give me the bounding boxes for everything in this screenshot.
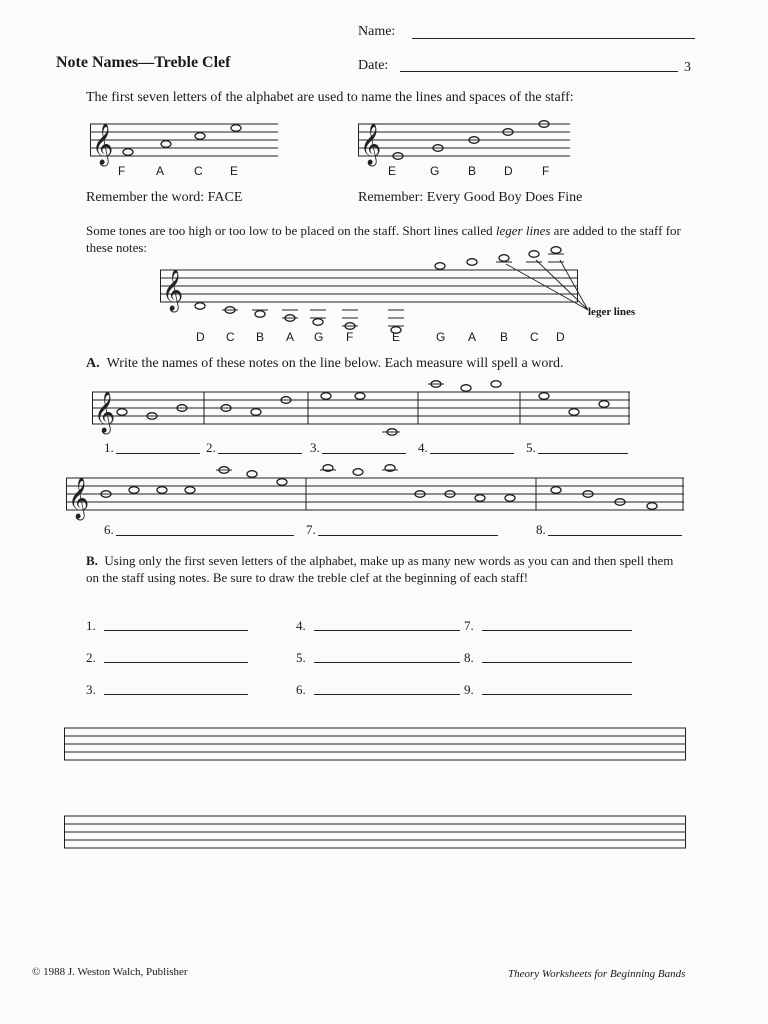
staff-spaces: [90, 118, 280, 164]
answer-field-7[interactable]: [318, 535, 498, 536]
treble-clef-icon: 𝄞: [92, 124, 114, 165]
answer-field-6[interactable]: [116, 535, 294, 536]
remember-egbdf: Remember: Every Good Boy Does Fine: [358, 190, 583, 205]
blank-label: 4.: [418, 440, 428, 455]
section-a-text: A. Write the names of these notes on the line below. Each measure will spell a word.: [86, 356, 564, 371]
section-b-text: B. Using only the first seven letters of the alphabet, make up as many new words as you can and then spell them on the staff using notes. Be sure to draw the treble clef at the beginning of each staff!: [86, 553, 674, 585]
name-label: Name:: [358, 24, 396, 39]
intro-text: The first seven letters of the alphabet are used to name the lines and spaces of the staff:: [86, 90, 574, 105]
blank-label: 4.: [296, 618, 306, 633]
blank-label: 6.: [296, 682, 306, 697]
leger-text: Some tones are too high or too low to be placed on the staff. Short lines called leger lines are added to the staff for these notes:: [86, 223, 681, 255]
empty-staff-1[interactable]: [64, 726, 688, 762]
remember-face: Remember the word: FACE: [86, 190, 243, 205]
answer-field-4[interactable]: [430, 453, 514, 454]
treble-clef-icon: 𝄞: [94, 392, 116, 433]
copyright: © 1988 J. Weston Walch, Publisher: [32, 966, 188, 978]
blank-label: 7.: [306, 522, 316, 537]
word-field-8[interactable]: [482, 662, 632, 663]
treble-clef-icon: 𝄞: [360, 124, 382, 165]
date-label: Date:: [358, 58, 389, 73]
treble-clef-icon: 𝄞: [162, 270, 184, 311]
answer-field-3[interactable]: [322, 453, 406, 454]
blank-label: 5.: [296, 650, 306, 665]
name-field[interactable]: [412, 38, 695, 39]
answer-field-2[interactable]: [218, 453, 302, 454]
date-field[interactable]: [400, 71, 678, 72]
empty-staff-2[interactable]: [64, 814, 688, 850]
book-title: Theory Worksheets for Beginning Bands: [508, 968, 686, 980]
blank-label: 8.: [464, 650, 474, 665]
page-title: Note Names—Treble Clef: [56, 54, 231, 71]
word-field-2[interactable]: [104, 662, 248, 663]
blank-label: 9.: [464, 682, 474, 697]
leger-lines-callout: leger lines: [588, 306, 636, 318]
blank-label: 8.: [536, 522, 546, 537]
word-field-9[interactable]: [482, 694, 632, 695]
answer-field-5[interactable]: [538, 453, 628, 454]
word-field-3[interactable]: [104, 694, 248, 695]
word-field-4[interactable]: [314, 630, 460, 631]
answer-field-8[interactable]: [548, 535, 682, 536]
lines-letters: E G B D F: [388, 164, 550, 178]
blank-label: 3.: [310, 440, 320, 455]
staff-lines: [358, 118, 573, 164]
spaces-letters: F A C E: [118, 164, 239, 178]
word-field-6[interactable]: [314, 694, 460, 695]
treble-clef-icon: 𝄞: [68, 478, 90, 519]
blank-label: 2.: [86, 650, 96, 665]
blank-label: 2.: [206, 440, 216, 455]
leger-letters: D C B A G F E G A B C D: [196, 330, 565, 344]
blank-label: 6.: [104, 522, 114, 537]
blank-label: 1.: [86, 618, 96, 633]
blank-label: 1.: [104, 440, 114, 455]
blank-label: 7.: [464, 618, 474, 633]
blank-label: 5.: [526, 440, 536, 455]
word-field-1[interactable]: [104, 630, 248, 631]
staff-a-row2: [66, 470, 686, 520]
page-number: 3: [684, 60, 691, 75]
staff-leger: [160, 256, 580, 336]
blank-label: 3.: [86, 682, 96, 697]
answer-field-1[interactable]: [116, 453, 200, 454]
staff-a-row1: [92, 384, 632, 434]
word-field-5[interactable]: [314, 662, 460, 663]
word-field-7[interactable]: [482, 630, 632, 631]
